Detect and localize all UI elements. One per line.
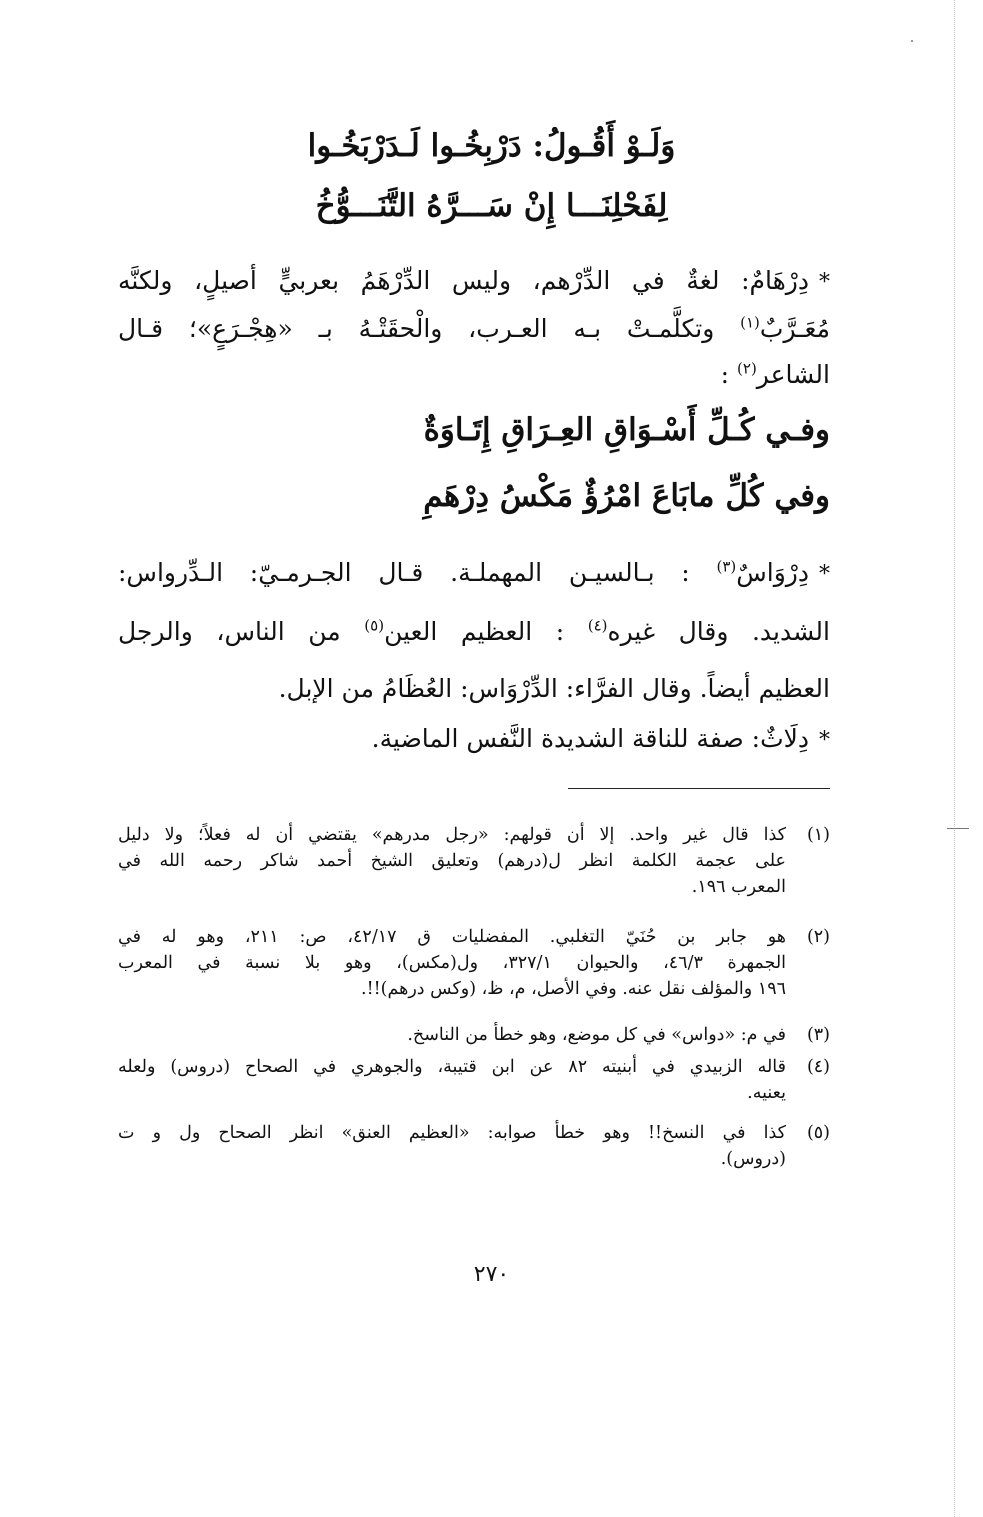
entry-marker-star: * — [819, 270, 830, 295]
entry-dirwas-headword: دِرْوَاسٌ — [736, 558, 809, 587]
margin-tick-mark — [947, 828, 969, 829]
footnote-line: الجمهرة ٤٦/٣، والحيوان ٣٢٧/١، ول(مكس)، وهو بلا نسبة في المعرب — [118, 953, 787, 973]
poem1-line1: وَلَـوْ أَقُـولُ: دَرْبِخُـوا لَـدَرْبَخُـوا — [307, 128, 676, 164]
page-number: ٢٧٠ — [473, 1262, 510, 1287]
entry-dirham-line2: وتكلَّمـتْ بـه العـرب، والْحقَتْـهُ بـ «هِجْـرَعٍ»؛ قـال — [118, 314, 715, 343]
footnote-line: ١٩٦ والمؤلف نقل عنه. وفي الأصل، م، ظ، (وكس درهم)!!. — [361, 979, 786, 999]
footnote-number: (٤) — [806, 1057, 830, 1077]
entry-dirwas — [118, 544, 830, 717]
footnote-ref-3[interactable]: (٣) — [716, 557, 737, 576]
entry-dirwas-line2b: : العظيم العين — [384, 617, 565, 646]
footnote-ref-5[interactable]: (٥) — [364, 616, 385, 635]
footnote-ref-1[interactable]: (١) — [740, 313, 760, 332]
entry-dirwas-line3: العظيم أيضاً. وقال الفرَّاء: الدِّرْوَاس: العُظَامُ من الإبل. — [278, 674, 830, 703]
poem1-line2: لِفَحْلِنَـــا إِنْ سَـــرَّهُ التَّنَـــوُّخُ — [315, 188, 668, 224]
footnote-line: قاله الزبيدي في أبنيته ٨٢ عن ابن قتيبة، والجوهري في الصحاح (دروس) ولعله — [118, 1057, 786, 1077]
footnote-2 — [118, 924, 830, 1002]
footnote-line: كذا في النسخ!! وهو خطأ صوابه: «العظيم العنق» انظر الصحاح ول و ت — [118, 1123, 786, 1143]
entry-dilath-text: دِلَاثٌ: صفة للناقة الشديدة النَّفس الماضية. — [371, 724, 809, 753]
entry-dirham — [118, 258, 830, 398]
page-edge-dotted-line — [954, 0, 955, 1517]
footnote-3 — [118, 1022, 830, 1048]
footnote-number: (١) — [806, 825, 830, 845]
footnote-1 — [118, 822, 830, 900]
entry-dirham-colon: : — [720, 360, 730, 389]
footnote-5 — [118, 1120, 830, 1172]
footnote-number: (٣) — [806, 1025, 830, 1045]
footnote-number: (٥) — [806, 1123, 830, 1143]
entry-dirwas-line1: : بـالسيـن المهملـة. قـال الجـرمـيّ: الـدِّرواس: — [118, 558, 690, 587]
entry-marker-star: * — [819, 728, 830, 753]
footnote-ref-4[interactable]: (٤) — [587, 616, 608, 635]
poem2-line2: وفي كُلِّ مابَاعَ امْرُؤٌ مَكْسُ دِرْهَمِ — [423, 478, 830, 514]
poem2-line1: وفـي كُـلِّ أَسْـوَاقِ العِـرَاقِ إِتَـاوَةٌ — [423, 412, 830, 448]
entry-dirwas-line2c: من الناس، والرجل — [118, 617, 341, 646]
footnote-number: (٢) — [806, 927, 830, 947]
footnote-line: (دروس). — [720, 1149, 786, 1169]
scan-speck — [911, 40, 913, 42]
footnote-line: المعرب ١٩٦. — [691, 877, 786, 897]
entry-marker-star: * — [819, 562, 830, 587]
entry-dirham-word: مُعَـرَّبٌ — [759, 314, 831, 343]
footnote-ref-2[interactable]: (٢) — [737, 359, 757, 378]
entry-dirham-poet: الشاعر — [756, 360, 830, 389]
footnote-line: في م: «دواس» في كل موضع، وهو خطأ من الناسخ. — [407, 1025, 786, 1045]
footnote-separator — [568, 788, 830, 789]
entry-dirham-line1: دِرْهَامٌ: لغةٌ في الدِّرْهم، وليس الدِّرْهَمُ بعربيٍّ أصيلٍ، ولكنَّه — [118, 266, 809, 295]
footnote-4 — [118, 1054, 830, 1106]
entry-dilath — [118, 716, 830, 764]
footnote-line: هو جابر بن حُنَيّ التغلبي. المفضليات ق ٤٢/١٧، ص: ٢١١، وهو له في — [118, 927, 786, 947]
footnote-line: على عجمة الكلمة انظر ل(درهم) وتعليق الشيخ أحمد شاكر رحمه الله في — [118, 851, 786, 871]
footnote-line: يعنيه. — [747, 1083, 786, 1103]
footnote-line: كذا قال غير واحد. إلا أن قولهم: «رجل مدرهم» يقتضي أن له فعلاً؛ ولا دليل — [118, 825, 786, 845]
entry-dirwas-line2a: الشديد. وقال غيره — [607, 617, 830, 646]
